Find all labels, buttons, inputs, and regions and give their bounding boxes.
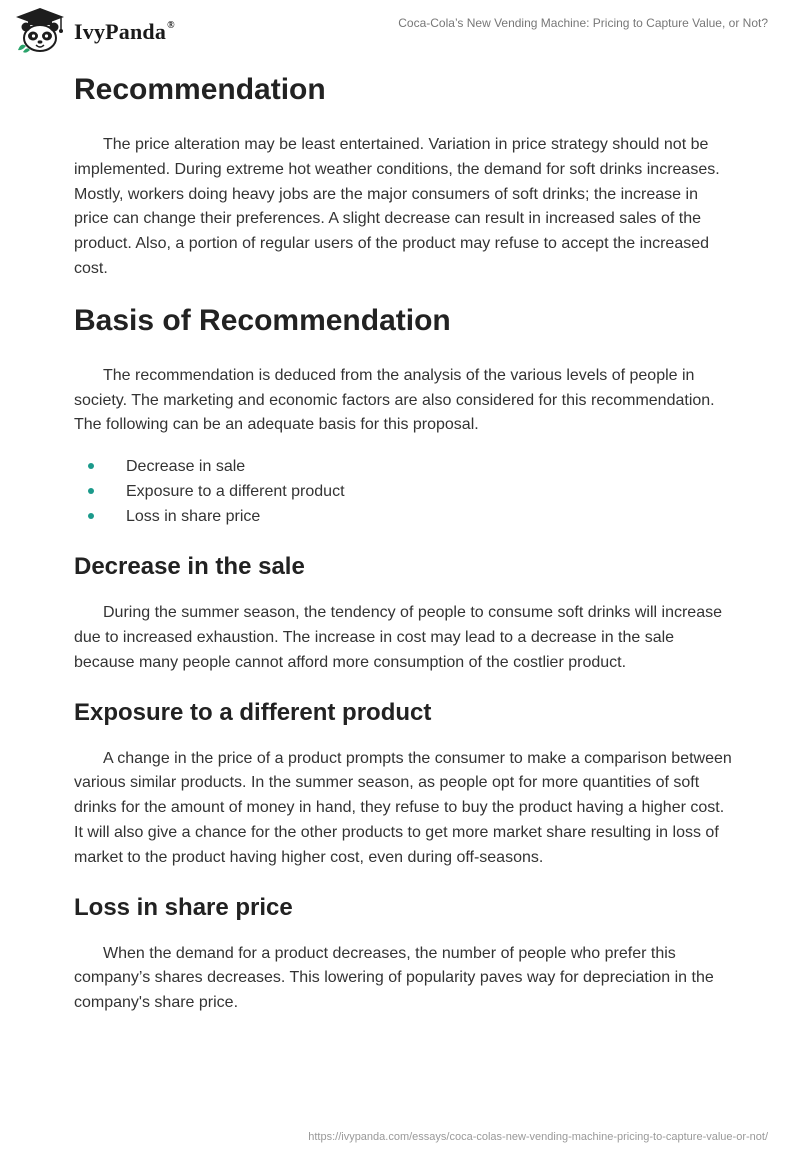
ivypanda-logo[interactable]	[14, 6, 175, 54]
page-header	[0, 0, 800, 60]
list-item: Loss in share price	[74, 504, 734, 529]
recommendation-paragraph: The price alteration may be least entertained. Variation in price strategy should not be implemented. During extreme hot weather conditions, the demand for soft drinks increases. Mostly, workers doing heavy jobs are the major consumers of soft drinks; the increase in price can change their preferences. A slight decrease can result in increased sales of the product. Also, a portion of regular users of the product may refuse to accept the increased cost.	[74, 136, 720, 277]
basis-paragraph: The recommendation is deduced from the analysis of the various levels of people in society. The marketing and economic factors are also considered for this recommendation. The following can be an adequate basis for this proposal.	[74, 366, 715, 434]
exposure-paragraph: A change in the price of a product prompts the consumer to make a comparison between various similar products. In the summer season, as people opt for more quantities of soft drinks for the amount of money in hand, they refuse to buy the product having a higher cost. It will also give a chance for the other products to get more market share resulting in loss of market to the product having higher cost, even during off-seasons.	[74, 749, 732, 866]
essay-content	[74, 70, 734, 1016]
section-heading-exposure: Exposure to a different product	[74, 698, 432, 726]
bullet-icon	[88, 513, 94, 519]
bullet-icon	[88, 463, 94, 469]
basis-list	[74, 454, 734, 529]
source-url-link[interactable]: https://ivypanda.com/essays/coca-colas-new-vending-machine-pricing-to-capture-value-or-not/	[308, 1131, 768, 1143]
brand-name: IvyPanda®	[74, 19, 175, 44]
section-heading-basis: Basis of Recommendation	[74, 303, 451, 337]
document-title: Coca-Cola’s New Vending Machine: Pricing to Capture Value, or Not?	[398, 16, 768, 30]
bullet-icon	[88, 488, 94, 494]
section-heading-decrease: Decrease in the sale	[74, 553, 305, 581]
decrease-paragraph: During the summer season, the tendency of people to consume soft drinks will increase due to increased exhaustion. The increase in cost may lead to a decrease in the sale because many people cannot afford more consumption of the costlier product.	[74, 604, 722, 671]
share-paragraph: When the demand for a product decreases, the number of people who prefer this company’s shares decreases. This lowering of popularity paves way for depreciation in the company's share price.	[74, 944, 714, 1012]
section-heading-recommendation: Recommendation	[74, 73, 326, 106]
list-item: Decrease in sale	[74, 454, 734, 479]
list-item: Exposure to a different product	[74, 479, 734, 504]
panda-mascot-icon	[14, 6, 66, 54]
section-heading-share: Loss in share price	[74, 893, 293, 921]
